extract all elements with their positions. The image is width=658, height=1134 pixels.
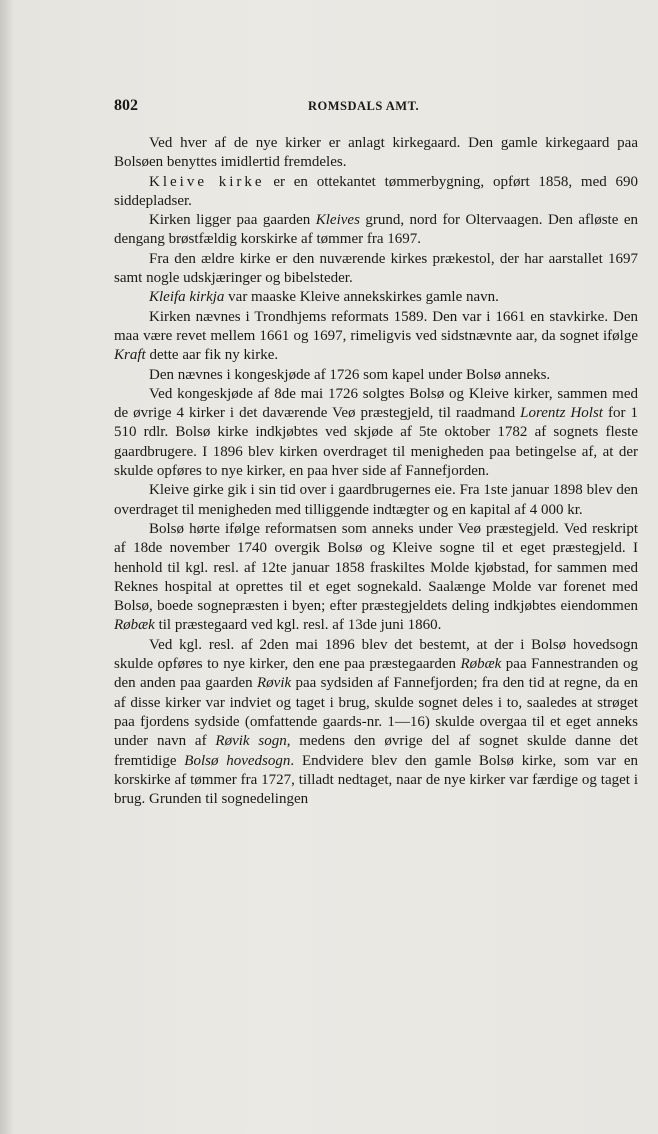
text-run: Kirken ligger paa gaarden [149,212,316,229]
paragraph-2 [114,173,638,212]
text-run: Ved kongeskjøde af 8de mai 1726 solgtes Bolsø og Kleive kirker, sammen med de øvrige 4 kirker i det daværende Veø præstegjeld, til raadmand [114,385,638,422]
paragraph-3 [114,211,638,250]
italic-term: Lorentz Holst [520,405,603,422]
body-text [114,134,638,809]
paragraph-1 [114,134,638,173]
italic-term: Bolsø hovedsogn [184,752,291,769]
paragraph-11 [114,636,638,810]
text-run: Den nævnes i kongeskjøde af 1726 som kapel under Bolsø anneks. [149,366,551,383]
text-run: paa sydsiden af Fannefjorden; fra den tid at regne, da en af disse kirker var indviet og taget i brug, skulde sognet deles i to, saaledes at strøget paa fjordens sydside (omfattende gaards-nr. 1—16) skulde overgaa til et eget anneks under navn af [114,675,638,750]
paragraph-6 [114,308,638,366]
italic-term: Røvik sogn [215,733,287,750]
page-number: 802 [114,97,138,114]
text-run: dette aar fik ny kirke. [145,347,279,364]
text-run: . Endvidere blev den gamle Bolsø kirke, som var en korskirke af tømmer fra 1727, tilladt nedtaget, naar de nye kirker var færdige og taget i brug. Grunden til sognedelingen [114,752,638,808]
italic-term: Kleives [315,212,360,229]
text-run: Kleive girke gik i sin tid over i gaardbrugernes eie. Fra 1ste januar 1898 blev den overdraget til menigheden med tilliggende indtægter og en kapital af 4 000 kr. [114,482,638,518]
paragraph-8 [114,385,638,481]
text-run: paa Fannestranden og den anden paa gaarden [114,656,638,692]
paragraph-4 [114,250,638,289]
spaced-heading: Kleive kirke [149,173,265,190]
text-run: Ved kgl. resl. af 2den mai 1896 blev det bestemt, at der i Bolsø hovedsogn skulde opføres to nye kirker, den ene paa præstegaarden [114,636,638,673]
italic-term: Kleifa kirkja [149,289,225,306]
italic-term: Røbæk [460,656,502,673]
text-run: var maaske Kleive annekskirkes gamle navn. [224,289,499,306]
italic-term: Røbæk [114,617,155,634]
text-run: er en ottekantet tømmerbygning, opført 1858, med 690 siddepladser. [114,173,638,209]
text-run: grund, nord for Oltervaagen. Den afløste en dengang brøstfældig korskirke af tømmer fra 1697. [114,212,638,248]
paragraph-9 [114,481,638,520]
text-run: Kirken nævnes i Trondhjems reformats 1589. Den var i 1661 en stavkirke. Den maa være revet mellem 1661 og 1697, rimeligvis ved sidstnævnte aar, da sognet ifølge [114,308,638,344]
text-run: , medens den øvrige del af sognet skulde danne det fremtidige [114,733,638,769]
text-run: Bolsø hørte ifølge reformatsen som anneks under Veø præstegjeld. Ved reskript af 18de november 1740 overgik Bolsø og Kleive sogne til et eget præstegjeld. I henhold til kgl. resl. af 12te januar 1858 fraskiltes Molde kjøbstad, for sammen med Reknes hospital at oprettes til et eget sognekald. Saalænge Molde var forenet med Bolsø, boede sognepræsten i byen; efter præstegjeldets deling indkjøbtes eiendommen [114,520,638,615]
paragraph-10 [114,520,638,636]
italic-term: Røvik [257,675,292,692]
text-run: Fra den ældre kirke er den nuværende kirkes prækestol, der har aarstallet 1697 samt nogle udskjæringer og bibelsteder. [114,250,638,287]
paragraph-5 [114,288,638,307]
paragraph-7 [114,366,638,385]
running-head: ROMSDALS AMT. [308,99,420,113]
page-header [114,97,638,123]
italic-term: Kraft [114,347,146,364]
text-run: for 1 510 rdlr. Bolsø kirke indkjøbtes ved skjøde af 5te oktober 1782 af sognets fleste gaardbrugere. I 1896 blev kirken overdraget til menigheden paa betingelse af, at der skulde opføres to nye kirker, en paa hver side af Fannefjorden. [114,405,639,480]
text-run: til præstegaard ved kgl. resl. af 13de juni 1860. [154,617,442,634]
text-run: Ved hver af de nye kirker er anlagt kirkegaard. Den gamle kirkegaard paa Bolsøen benyttes imidlertid fremdeles. [114,135,638,171]
